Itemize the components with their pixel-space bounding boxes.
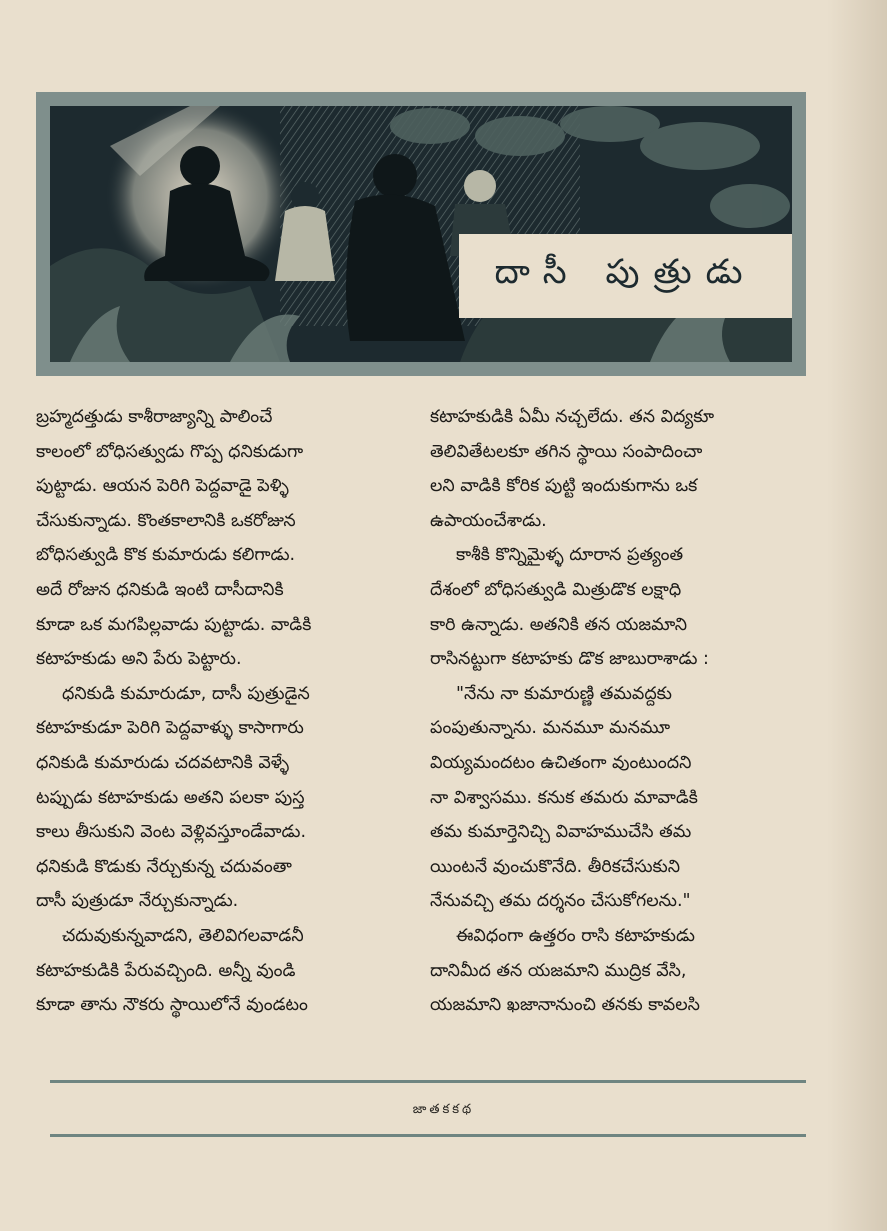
text-line: దేశంలో బోధిసత్వుడి మిత్రుడొక లక్షాధి [430, 579, 682, 600]
text-line: టప్పుడు కటాహకుడు అతని పలకా పుస్త [36, 787, 305, 808]
text-line: కటాహకుడికి పేరువచ్చింది. అన్నీ వుండి [36, 960, 296, 981]
text-line: దాసీ పుత్రుడూ నేర్చుకున్నాడు. [36, 891, 239, 912]
text-line: వియ్యమందటం ఉచితంగా వుంటుందని [430, 752, 692, 773]
text-line: దానిమీద తన యజమాని ముద్రిక వేసి, [430, 960, 687, 981]
text-line: కూడా తాను నౌకరు స్థాయిలోనే వుండటం [36, 995, 308, 1016]
page-edge-shadow [827, 0, 887, 1231]
text-line: కటాహకుడు అని పేరు పెట్టారు. [36, 649, 242, 670]
text-line: చదువుకున్నవాడని, తెలివిగలవాడనీ [62, 925, 304, 946]
left-text-column [36, 400, 410, 1023]
right-text-column [430, 400, 804, 1023]
text-line: అదే రోజున ధనికుడి ఇంటి దాసీదానికి [36, 579, 284, 600]
text-line: తెలివితేటలకూ తగిన స్థాయి సంపాదించా [430, 441, 703, 462]
text-line: చేసుకున్నాడు. కొంతకాలానికి ఒకరోజున [36, 510, 296, 531]
text-line: పుట్టాడు. ఆయన పెరిగి పెద్దవాడై పెళ్ళి [36, 476, 289, 497]
text-line: కాలు తీసుకుని వెంట వెళ్లివస్తూండేవాడు. [36, 822, 307, 843]
footer-rule-bottom [50, 1134, 806, 1137]
text-line: "నేను నా కుమారుణ్ణి తమవద్దకు [456, 683, 672, 704]
text-line: కాలంలో బోధిసత్వుడు గొప్ప ధనికుడుగా [36, 441, 304, 462]
text-line: యింటనే వుంచుకొనేది. తీరికచేసుకుని [430, 856, 681, 877]
text-line: తమ కుమార్తెనిచ్చి వివాహముచేసి తమ [430, 822, 692, 843]
text-line: బోధిసత్వుడి కొక కుమారుడు కలిగాడు. [36, 545, 296, 566]
text-line: ధనికుడి కొడుకు నేర్చుకున్న చదువంతా [36, 856, 292, 877]
text-line: బ్రహ్మదత్తుడు కాశీరాజ్యాన్ని పాలించే [36, 407, 273, 427]
text-line: రాసినట్టుగా కటాహకు డొక జాబురాశాడు : [430, 649, 709, 670]
text-line: కటాహకుడూ పెరిగి పెద్దవాళ్ళు కాసాగారు [36, 718, 304, 739]
text-line: పంపుతున్నాను. మనమూ మనమూ [430, 718, 671, 739]
text-line: లని వాడికి కోరిక పుట్టి ఇందుకుగాను ఒక [430, 476, 698, 497]
footer-label: జాతకకథ [412, 1102, 475, 1117]
text-line: ఉపాయంచేశాడు. [430, 510, 547, 531]
text-line: యజమాని ఖజానానుంచి తనకు కావలసి [430, 995, 700, 1016]
story-title: దాసీ పుత్రుడు [459, 234, 792, 318]
text-line: ధనికుడి కుమారుడు చదవటానికి వెళ్ళే [36, 752, 290, 773]
text-line: ధనికుడి కుమారుడూ, దాసీ పుత్రుడైన [62, 683, 310, 704]
header-illustration [50, 106, 792, 362]
text-line: నా విశ్వాసము. కనుక తమరు మావాడికి [430, 787, 698, 808]
footer-rule-top [50, 1080, 806, 1083]
text-line: ఈవిధంగా ఉత్తరం రాసి కటాహకుడు [456, 925, 695, 946]
text-line: నేనువచ్చి తమ దర్శనం చేసుకోగలను." [430, 891, 691, 912]
text-line: కారి ఉన్నాడు. అతనికి తన యజమాని [430, 614, 688, 635]
text-line: కాశీకి కొన్నిమైళ్ళ దూరాన ప్రత్యంత [456, 545, 684, 566]
header-illustration-frame [36, 92, 806, 376]
text-line: కటాహకుడికి ఏమీ నచ్చలేదు. తన విద్యకూ [430, 407, 715, 427]
text-line: కూడా ఒక మగపిల్లవాడు పుట్టాడు. వాడికి [36, 614, 312, 635]
